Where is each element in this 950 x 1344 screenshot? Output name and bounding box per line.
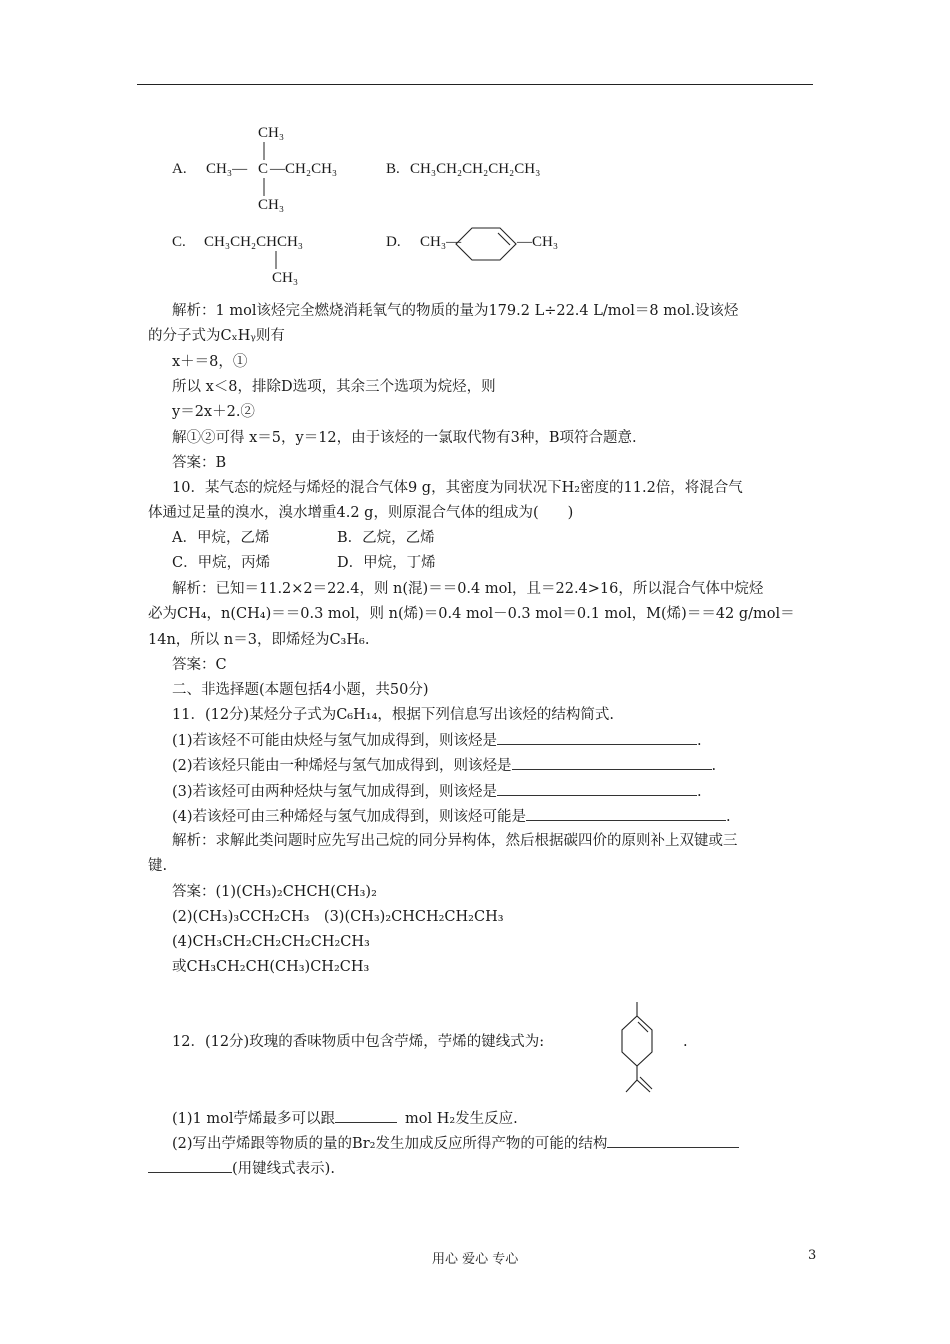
footer-motto: 用心 爱心 专心 xyxy=(432,1252,519,1267)
option-c-formula: CH₃CH₂CHCH₃ xyxy=(204,234,304,250)
q9-analysis-line2: 的分子式为CₓHᵧ则有 xyxy=(148,328,285,344)
q11-stem: 11．(12分)某烃分子式为C₆H₁₄，根据下列信息写出该烃的结构简式. xyxy=(172,707,614,723)
option-c-branch: CH₃ xyxy=(272,270,299,286)
q11-part3-end: . xyxy=(697,784,702,800)
option-a-quaternary-carbon: C xyxy=(258,161,269,177)
option-b-formula: CH₃CH₂CH₂CH₂CH₃ xyxy=(410,161,541,177)
q12-part1-unit: mol H₂发生反应. xyxy=(405,1111,518,1127)
q9-analysis-line3: 所以 x＜8，排除D选项，其余三个选项为烷烃，则 xyxy=(172,379,496,395)
q11-part2-text: (2)若该烃只能由一种烯烃与氢气加成得到，则该烃是 xyxy=(172,758,512,774)
q11-analysis-line1: 解析：求解此类问题时应先写出己烷的同分异构体，然后根据碳四价的原则补上双键或三 xyxy=(172,833,738,849)
q11-part2-blank[interactable] xyxy=(512,755,712,770)
header-rule xyxy=(137,84,813,85)
q11-part3-blank[interactable] xyxy=(497,781,697,796)
q12-part2-text: (2)写出苧烯跟等物质的量的Br₂发生加成反应所得产物的可能的结构 xyxy=(172,1136,608,1152)
q11-part3 xyxy=(172,781,702,802)
q9-equation2: y＝2x＋2.② xyxy=(172,404,255,420)
q9-analysis-line5: 解①②可得 x＝5，y＝12，由于该烃的一氯取代物有3种，B项符合题意. xyxy=(172,430,637,446)
option-a-main-right: —CH₂CH₃ xyxy=(270,161,338,177)
q11-part4-text: (4)若该烃可由三种烯烃与氢气加成得到，则该烃可能是 xyxy=(172,809,527,825)
q12-part2-cont xyxy=(148,1158,335,1179)
q10-option-a: A．甲烷，乙烯 xyxy=(172,530,270,546)
q10-analysis-line2: 必为CH₄，n(CH₄)＝＝0.3 mol，则 n(烯)＝0.4 mol－0.3 mol＝0.1 mol，M(烯)＝＝42 g/mol＝ xyxy=(148,606,795,622)
option-d-right-methyl: —CH₃ xyxy=(517,234,559,250)
q11-part2-end: . xyxy=(711,758,717,774)
q10-analysis-line1: 解析：已知＝11.2×2＝22.4，则 n(混)＝＝0.4 mol，且＝22.4>16，所以混合气体中烷烃 xyxy=(172,581,764,597)
q11-part4 xyxy=(172,806,731,827)
q10-analysis-line3: 14n，所以 n＝3，即烯烃为C₃H₆. xyxy=(148,632,370,648)
q11-part4-blank[interactable] xyxy=(526,806,726,821)
q12-part2-blank-a[interactable] xyxy=(607,1133,739,1148)
option-d-ring-icon xyxy=(454,224,518,264)
q12-part1-text: (1)1 mol苧烯最多可以跟 xyxy=(172,1111,335,1127)
option-d-left-methyl: CH₃— xyxy=(420,234,462,250)
q11-part1-end: . xyxy=(697,733,702,749)
q11-answer-line2: (2)(CH₃)₃CCH₂CH₃ (3)(CH₃)₂CHCH₂CH₂CH₃ xyxy=(172,909,504,925)
q12-part2-tail: (用键线式表示). xyxy=(232,1161,335,1177)
option-c-label: C. xyxy=(172,234,186,250)
q10-stem-line2: 体通过足量的溴水，溴水增重4.2 g，则原混合气体的组成为( ) xyxy=(148,505,574,521)
q12-stem: 12．(12分)玫瑰的香味物质中包含苧烯，苧烯的键线式为: xyxy=(172,1034,545,1050)
q12-part1 xyxy=(172,1108,518,1129)
q11-part2 xyxy=(172,755,716,776)
option-a-bottom-bond xyxy=(262,178,266,198)
q9-answer: 答案：B xyxy=(172,455,227,471)
option-a-main-left: CH₃— xyxy=(206,161,248,177)
q11-part1-text: (1)若该烃不可能由炔烃与氢气加成得到，则该烃是 xyxy=(172,733,498,749)
q12-part2-blank-b[interactable] xyxy=(148,1158,232,1173)
q10-answer: 答案：C xyxy=(172,657,227,673)
q10-option-b: B．乙烷，乙烯 xyxy=(337,530,435,546)
option-b-label: B. xyxy=(386,161,400,177)
q11-part3-text: (3)若该烃可由两种烃炔与氢气加成得到，则该烃是 xyxy=(172,784,498,800)
q11-answer-line4: 或CH₃CH₂CH(CH₃)CH₂CH₃ xyxy=(172,959,370,975)
option-a-label: A. xyxy=(172,161,187,177)
q12-stem-end: . xyxy=(683,1034,688,1050)
q10-stem-line1: 10．某气态的烷烃与烯烃的混合气体9 g，其密度为同状况下H₂密度的11.2倍，将混合气 xyxy=(172,480,743,496)
option-a-top-bond xyxy=(262,142,266,162)
option-c-branch-bond xyxy=(274,251,278,271)
q11-answer-line3: (4)CH₃CH₂CH₂CH₂CH₂CH₃ xyxy=(172,934,370,950)
q11-analysis-line2: 键. xyxy=(148,858,168,874)
q10-option-d: D．甲烷，丁烯 xyxy=(337,555,436,571)
option-a-bottom-methyl: CH₃ xyxy=(258,197,285,213)
section-heading: 二、非选择题(本题包括4小题，共50分) xyxy=(172,682,429,698)
q11-part1-blank[interactable] xyxy=(497,730,697,745)
option-d-label: D. xyxy=(386,234,401,250)
q11-part1 xyxy=(172,730,702,751)
q10-option-c: C．甲烷，丙烯 xyxy=(172,555,271,571)
q11-answer-line1: 答案：(1)(CH₃)₂CHCH(CH₃)₂ xyxy=(172,884,377,900)
option-a-top-methyl: CH₃ xyxy=(258,125,285,141)
q12-part2 xyxy=(172,1133,739,1154)
q12-part1-blank[interactable] xyxy=(335,1108,397,1123)
q9-equation1: x＋＝8，① xyxy=(172,354,248,370)
page-number: 3 xyxy=(808,1248,817,1263)
limonene-structure-icon xyxy=(612,1000,662,1096)
q11-part4-end: . xyxy=(726,809,731,825)
q9-analysis-line1: 解析：1 mol该烃完全燃烧消耗氧气的物质的量为179.2 L÷22.4 L/mol＝8 mol.设该烃 xyxy=(172,303,739,319)
